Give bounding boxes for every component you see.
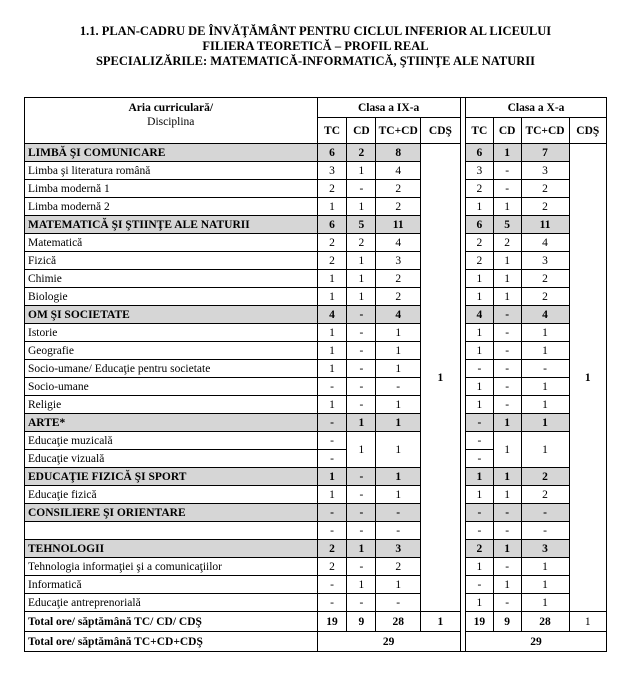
tc-value: 2	[466, 252, 494, 270]
tccd-value: 3	[376, 540, 421, 558]
cd-value: -	[493, 522, 521, 540]
subject-row	[25, 576, 607, 594]
subject-name: Matematică	[25, 234, 318, 252]
tccd-value: 3	[521, 162, 569, 180]
subject-name: Tehnologia informaţiei şi a comunicaţiilor	[25, 558, 318, 576]
col-cd-10: CD	[493, 118, 521, 144]
total-label: Total ore/ săptămână TC/ CD/ CDŞ	[25, 612, 318, 632]
subject-name: Educaţie antreprenorială	[25, 594, 318, 612]
tccd-value: 2	[376, 558, 421, 576]
subject-name: Fizică	[25, 252, 318, 270]
tc-value: 1	[466, 558, 494, 576]
area-name: MATEMATICĂ ŞI ŞTIINŢE ALE NATURII	[25, 216, 318, 234]
subject-name: Educaţie fizică	[25, 486, 318, 504]
tccd-value: -	[521, 504, 569, 522]
cd-value: -	[347, 378, 376, 396]
cd-value: 2	[493, 234, 521, 252]
tc-value: 6	[317, 144, 347, 162]
tccd-value: 2	[376, 180, 421, 198]
subject-row	[25, 522, 607, 540]
tccd-value: 1	[521, 396, 569, 414]
tc-value: 2	[317, 180, 347, 198]
cd-value: -	[347, 180, 376, 198]
tc-value: 1	[466, 198, 494, 216]
tccd-value: 2	[521, 468, 569, 486]
cd-value: -	[493, 558, 521, 576]
tc-value: -	[317, 576, 347, 594]
subject-name: Informatică	[25, 576, 318, 594]
col-tccd-10: TC+CD	[521, 118, 569, 144]
tc-value: 2	[466, 234, 494, 252]
tccd-value: 1	[521, 576, 569, 594]
tccd-value: 1	[521, 324, 569, 342]
tc-value: -	[466, 360, 494, 378]
cd-value: 1	[493, 198, 521, 216]
tc-value: 4	[466, 306, 494, 324]
tc-value: -	[317, 378, 347, 396]
total-value: 19	[317, 612, 347, 632]
area-name: ARTE*	[25, 414, 318, 432]
cd-value: 5	[347, 216, 376, 234]
tccd-value: 4	[376, 306, 421, 324]
tc-value: -	[466, 414, 494, 432]
class10-header: Clasa a X-a	[466, 98, 607, 118]
tccd-value: 1	[521, 594, 569, 612]
cd-value: -	[493, 162, 521, 180]
cd-value: 1	[347, 162, 376, 180]
subject-row	[25, 378, 607, 396]
subject-name: Geografie	[25, 342, 318, 360]
cds-value-class10: 1	[569, 144, 606, 612]
cd-value: -	[347, 360, 376, 378]
cd-value: -	[347, 324, 376, 342]
tc-value: 3	[466, 162, 494, 180]
tc-value: 2	[317, 252, 347, 270]
cd-value: -	[493, 396, 521, 414]
cd-value: -	[347, 468, 376, 486]
tccd-value: 1	[376, 576, 421, 594]
cd-value: -	[493, 360, 521, 378]
cd-value: 1	[493, 468, 521, 486]
area-name: OM ŞI SOCIETATE	[25, 306, 318, 324]
cd-value: 5	[493, 216, 521, 234]
tccd-value: 1	[376, 396, 421, 414]
cd-value: 1	[493, 540, 521, 558]
tc-value: 1	[317, 288, 347, 306]
tccd-value: 7	[521, 144, 569, 162]
cd-value: -	[347, 342, 376, 360]
subject-row	[25, 198, 607, 216]
tccd-value: 1	[521, 378, 569, 396]
tc-value: 2	[317, 540, 347, 558]
total-sum-class9: 29	[317, 632, 460, 652]
cd-value: -	[493, 342, 521, 360]
total-row-split	[25, 612, 607, 632]
tc-value: 1	[317, 360, 347, 378]
subject-row	[25, 252, 607, 270]
cd-value: 1	[493, 414, 521, 432]
subject-name: Socio-umane/ Educaţie pentru societate	[25, 360, 318, 378]
col-cd-9: CD	[347, 118, 376, 144]
tc-value: -	[466, 576, 494, 594]
subject-name: Istorie	[25, 324, 318, 342]
subject-row	[25, 234, 607, 252]
tc-value: 1	[466, 594, 494, 612]
cd-value: 1	[347, 432, 376, 468]
tccd-value: 1	[376, 324, 421, 342]
subject-name	[25, 522, 318, 540]
tc-value: -	[317, 450, 347, 468]
area-row	[25, 216, 607, 234]
cd-value: 1	[493, 144, 521, 162]
tc-value: 1	[466, 288, 494, 306]
area-discipline-header	[25, 98, 318, 144]
tccd-value: -	[376, 378, 421, 396]
tccd-value: 2	[376, 270, 421, 288]
tc-value: 1	[317, 198, 347, 216]
tc-value: 2	[466, 180, 494, 198]
subject-row	[25, 396, 607, 414]
cd-value: -	[493, 306, 521, 324]
total-sum-class10: 29	[466, 632, 607, 652]
tc-value: -	[317, 504, 347, 522]
tc-value: 6	[466, 216, 494, 234]
cd-value: 1	[347, 576, 376, 594]
tc-value: -	[317, 522, 347, 540]
tc-value: -	[466, 504, 494, 522]
tccd-value: 8	[376, 144, 421, 162]
tccd-value: 3	[521, 540, 569, 558]
cd-value: -	[493, 324, 521, 342]
tc-value: 1	[466, 468, 494, 486]
tc-value: 1	[466, 342, 494, 360]
tccd-value: 1	[521, 558, 569, 576]
area-header-label: Aria curriculară/	[128, 102, 214, 114]
cd-value: 1	[493, 288, 521, 306]
cd-value: 1	[493, 432, 521, 468]
subject-row	[25, 594, 607, 612]
subject-row	[25, 342, 607, 360]
tc-value: 4	[317, 306, 347, 324]
title-line-3: SPECIALIZĂRILE: MATEMATICĂ-INFORMATICĂ, ŞTIINŢE ALE NATURII	[95, 54, 536, 68]
area-row	[25, 144, 607, 162]
cd-value: -	[347, 558, 376, 576]
col-tc-9: TC	[317, 118, 347, 144]
area-name: EDUCAŢIE FIZICĂ ŞI SPORT	[25, 468, 318, 486]
area-name: LIMBĂ ŞI COMUNICARE	[25, 144, 318, 162]
tccd-value: 3	[521, 252, 569, 270]
tccd-value: 4	[376, 234, 421, 252]
cd-value: 1	[347, 198, 376, 216]
cd-value: 1	[347, 414, 376, 432]
tccd-value: 1	[521, 342, 569, 360]
tccd-value: 1	[376, 414, 421, 432]
tccd-value: 4	[521, 306, 569, 324]
cd-value: 1	[493, 270, 521, 288]
title-line-1: 1.1. PLAN-CADRU DE ÎNVĂŢĂMÂNT PENTRU CICLUL INFERIOR AL LICEULUI	[79, 24, 552, 38]
cd-value: 1	[493, 576, 521, 594]
tccd-value: 1	[521, 432, 569, 468]
tc-value: 1	[466, 270, 494, 288]
total-value: 9	[347, 612, 376, 632]
header-row-classes	[25, 98, 607, 118]
cd-value: -	[347, 396, 376, 414]
subject-row	[25, 288, 607, 306]
cd-value: -	[347, 504, 376, 522]
class9-header: Clasa a IX-a	[317, 98, 460, 118]
discipline-header-label: Disciplina	[147, 116, 195, 128]
tc-value: 1	[466, 396, 494, 414]
cd-value: 1	[347, 540, 376, 558]
tccd-value: 1	[376, 486, 421, 504]
tccd-value: 11	[376, 216, 421, 234]
total-value: 28	[521, 612, 569, 632]
cd-value: -	[347, 486, 376, 504]
tccd-value: -	[521, 522, 569, 540]
tc-value: 1	[317, 468, 347, 486]
tccd-value: 1	[376, 360, 421, 378]
area-row	[25, 540, 607, 558]
cd-value: 1	[347, 252, 376, 270]
tccd-value: 2	[521, 486, 569, 504]
tc-value: 1	[466, 324, 494, 342]
tccd-value: 1	[521, 414, 569, 432]
subject-name: Limba şi literatura română	[25, 162, 318, 180]
tc-value: 1	[317, 270, 347, 288]
tccd-value: 2	[521, 180, 569, 198]
subject-row	[25, 180, 607, 198]
tc-value: -	[317, 594, 347, 612]
area-row	[25, 504, 607, 522]
tccd-value: 4	[376, 162, 421, 180]
tccd-value: 2	[521, 198, 569, 216]
col-tc-10: TC	[466, 118, 494, 144]
tccd-value: 2	[376, 198, 421, 216]
area-row	[25, 306, 607, 324]
subject-row	[25, 360, 607, 378]
total-value: 19	[466, 612, 494, 632]
tccd-value: 1	[376, 468, 421, 486]
tc-value: 3	[317, 162, 347, 180]
subject-name: Limba modernă 2	[25, 198, 318, 216]
tc-value: 2	[317, 234, 347, 252]
subject-name: Biologie	[25, 288, 318, 306]
tccd-value: -	[521, 360, 569, 378]
tccd-value: 2	[521, 270, 569, 288]
subject-name: Religie	[25, 396, 318, 414]
subject-name: Educaţie muzicală	[25, 432, 318, 450]
tc-value: 6	[466, 144, 494, 162]
cd-value: 2	[347, 144, 376, 162]
col-cds-9: CDŞ	[421, 118, 461, 144]
cd-value: -	[347, 522, 376, 540]
tc-value: 1	[317, 324, 347, 342]
tc-value: -	[466, 450, 494, 468]
area-row	[25, 414, 607, 432]
tc-value: -	[317, 414, 347, 432]
total-value: 1	[569, 612, 606, 632]
tc-value: -	[466, 522, 494, 540]
cd-value: -	[493, 504, 521, 522]
tccd-value: -	[376, 504, 421, 522]
tccd-value: 4	[521, 234, 569, 252]
total-value: 9	[493, 612, 521, 632]
cd-value: -	[493, 378, 521, 396]
tccd-value: 3	[376, 252, 421, 270]
title-line-2: FILIERA TEORETICĂ – PROFIL REAL	[202, 39, 429, 53]
cd-value: -	[347, 306, 376, 324]
cd-value: 1	[347, 288, 376, 306]
tccd-value: 2	[521, 288, 569, 306]
subject-name: Socio-umane	[25, 378, 318, 396]
area-name: TEHNOLOGII	[25, 540, 318, 558]
cd-value: 1	[493, 486, 521, 504]
tccd-value: 1	[376, 342, 421, 360]
cd-value: -	[347, 594, 376, 612]
total-sum-label: Total ore/ săptămână TC+CD+CDŞ	[25, 632, 318, 652]
tc-value: 1	[317, 342, 347, 360]
total-value: 28	[376, 612, 421, 632]
curriculum-table	[24, 97, 607, 652]
cd-value: 1	[347, 270, 376, 288]
cds-value-class9: 1	[421, 144, 461, 612]
tc-value: 2	[466, 540, 494, 558]
tc-value: 1	[317, 486, 347, 504]
subject-name: Chimie	[25, 270, 318, 288]
subject-row	[25, 324, 607, 342]
total-value: 1	[421, 612, 461, 632]
tccd-value: -	[376, 522, 421, 540]
tccd-value: -	[376, 594, 421, 612]
total-row-sum	[25, 632, 607, 652]
tc-value: 1	[317, 396, 347, 414]
subject-row	[25, 486, 607, 504]
tccd-value: 2	[376, 288, 421, 306]
subject-row	[25, 432, 607, 450]
tc-value: -	[317, 432, 347, 450]
tc-value: 1	[466, 486, 494, 504]
cd-value: 1	[493, 252, 521, 270]
cd-value: 2	[347, 234, 376, 252]
tccd-value: 1	[376, 432, 421, 468]
area-row	[25, 468, 607, 486]
cd-value: -	[493, 180, 521, 198]
subject-row	[25, 558, 607, 576]
col-cds-10: CDŞ	[569, 118, 606, 144]
col-tccd-9: TC+CD	[376, 118, 421, 144]
subject-name: Limba modernă 1	[25, 180, 318, 198]
subject-row	[25, 162, 607, 180]
document-heading	[0, 0, 631, 69]
tc-value: -	[466, 432, 494, 450]
subject-row	[25, 270, 607, 288]
tc-value: 1	[466, 378, 494, 396]
area-name: CONSILIERE ŞI ORIENTARE	[25, 504, 318, 522]
subject-name: Educaţie vizuală	[25, 450, 318, 468]
tccd-value: 11	[521, 216, 569, 234]
tc-value: 6	[317, 216, 347, 234]
cd-value: -	[493, 594, 521, 612]
tc-value: 2	[317, 558, 347, 576]
